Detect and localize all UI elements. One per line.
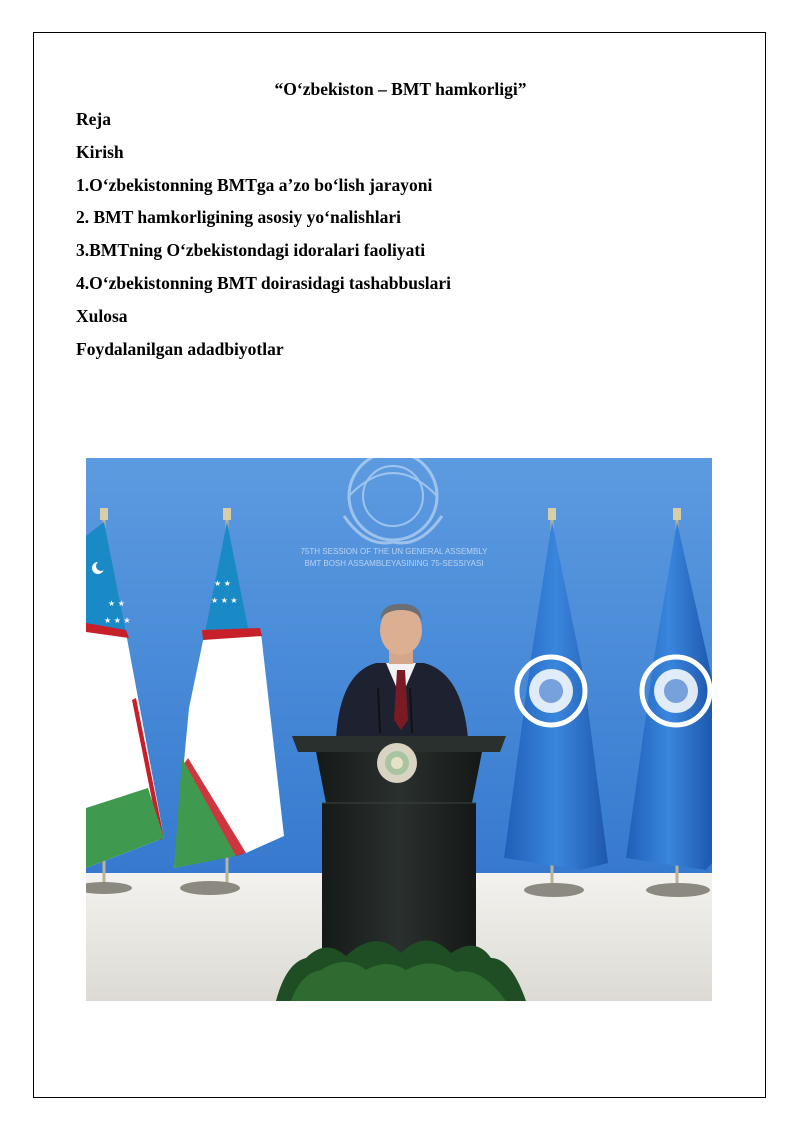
table-of-contents — [76, 109, 451, 371]
toc-item-xulosa: Xulosa — [76, 305, 128, 326]
svg-text:★ ★: ★ ★ — [214, 579, 231, 588]
toc-item-3: 3.BMTning O‘zbekistondagi idoralari faoliyati — [76, 240, 426, 261]
document-page — [33, 32, 766, 1098]
toc-item-2: 2. BMT hamkorligining asosiy yo‘nalishlari — [76, 207, 401, 228]
toc-heading-reja: Reja — [76, 109, 111, 129]
un-assembly-photo — [86, 458, 712, 1001]
toc-item-kirish: Kirish — [76, 141, 124, 162]
svg-text:★ ★ ★: ★ ★ ★ — [211, 596, 238, 605]
backdrop-text-line1: 75TH SESSION OF THE UN GENERAL ASSEMBLY — [300, 547, 488, 556]
svg-text:★ ★ ★: ★ ★ ★ — [104, 616, 131, 625]
toc-item-1: 1.O‘zbekistonning BMTga a’zo bo‘lish jarayoni — [76, 174, 433, 195]
svg-text:★ ★: ★ ★ — [108, 599, 125, 608]
toc-item-4: 4.O‘zbekistonning BMT doirasidagi tashabbuslari — [76, 272, 452, 293]
toc-item-references: Foydalanilgan adadbiyotlar — [76, 338, 284, 359]
document-title: “O‘zbekiston – BMT hamkorligi” — [274, 79, 527, 99]
backdrop-text-line2: BMT BOSH ASSAMBLEYASINING 75-SESSIYASI — [304, 559, 484, 568]
podium — [292, 736, 506, 973]
